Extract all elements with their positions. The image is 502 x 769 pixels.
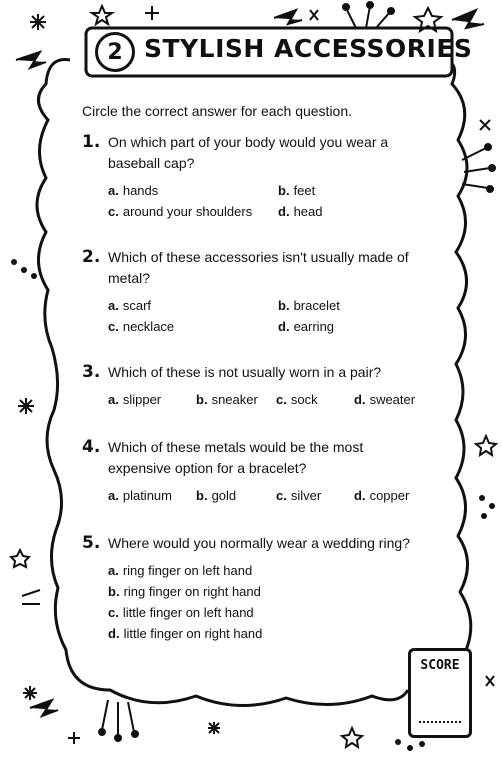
- score-label: SCORE: [420, 658, 460, 673]
- answer-options: [108, 182, 422, 221]
- lightning-icon: [274, 10, 302, 24]
- question-text: Where would you normally wear a wedding ring?: [108, 535, 410, 551]
- answer-option-b[interactable]: b. feet: [278, 183, 316, 198]
- star-icon: [476, 436, 496, 455]
- answer-options: [108, 562, 422, 643]
- spark-icon: [310, 10, 318, 20]
- answer-options: [108, 391, 422, 409]
- antenna-lines: [343, 2, 394, 28]
- answer-option-b[interactable]: b. bracelet: [278, 298, 340, 313]
- spark-icon: [68, 732, 80, 744]
- spark-icon: [486, 676, 494, 686]
- star-icon: [11, 550, 29, 567]
- lightning-icon: [16, 52, 46, 68]
- title-banner: [86, 27, 473, 77]
- answer-option-d[interactable]: d. sweater: [354, 392, 416, 407]
- answer-option-d[interactable]: d. little finger on right hand: [108, 626, 263, 641]
- antenna-lines: [99, 700, 138, 741]
- answer-option-a[interactable]: a. hands: [108, 183, 159, 198]
- answer-options: [108, 297, 422, 336]
- lightning-icon: [452, 10, 484, 28]
- answer-option-a[interactable]: a. platinum: [108, 488, 172, 503]
- answer-option-c[interactable]: c. silver: [276, 488, 322, 503]
- lightning-icon: [30, 700, 58, 716]
- answer-option-c[interactable]: c. sock: [276, 392, 318, 407]
- spark-icon: [18, 398, 34, 414]
- question-2: [82, 247, 422, 336]
- question-5: [82, 533, 422, 643]
- answer-option-d[interactable]: d. copper: [354, 488, 410, 503]
- answer-option-d[interactable]: d. head: [278, 204, 323, 219]
- worksheet-number: 2: [95, 32, 135, 72]
- answer-option-a[interactable]: a. scarf: [108, 298, 152, 313]
- star-icon: [342, 728, 362, 747]
- question-text: Which of these accessories isn't usually made of metal?: [108, 249, 409, 286]
- answer-option-c[interactable]: c. around your shoulders: [108, 204, 253, 219]
- answer-options: [108, 487, 422, 505]
- question-text: On which part of your body would you wear a baseball cap?: [108, 134, 389, 171]
- instructions: Circle the correct answer for each question.: [82, 103, 353, 119]
- question-number: 5.: [82, 533, 101, 553]
- spark-icon: [208, 722, 220, 734]
- spark-icon: [145, 6, 159, 20]
- spark-icon: [23, 686, 37, 700]
- star-icon: [92, 6, 112, 24]
- answer-option-c[interactable]: c. necklace: [108, 319, 175, 334]
- question-3: [82, 362, 422, 409]
- answer-option-d[interactable]: d. earring: [278, 319, 335, 334]
- score-box[interactable]: [408, 648, 472, 738]
- question-number: 4.: [82, 437, 101, 457]
- answer-option-c[interactable]: c. little finger on left hand: [108, 605, 254, 620]
- question-4: [82, 437, 422, 505]
- question-number: 3.: [82, 362, 101, 382]
- question-number: 2.: [82, 247, 101, 267]
- question-text: Which of these is not usually worn in a pair?: [108, 364, 382, 380]
- answer-option-a[interactable]: a. slipper: [108, 392, 162, 407]
- answer-option-b[interactable]: b. gold: [196, 488, 237, 503]
- page-title: STYLISH ACCESSORIES: [144, 34, 473, 63]
- answer-option-a[interactable]: a. ring finger on left hand: [108, 563, 253, 578]
- spark-icon: [30, 14, 46, 30]
- question-1: [82, 132, 422, 221]
- question-text: Which of these metals would be the most expensive option for a bracelet?: [108, 439, 364, 476]
- score-write-line[interactable]: [419, 721, 461, 723]
- answer-option-b[interactable]: b. ring finger on right hand: [108, 584, 261, 599]
- tick-lines: [22, 590, 40, 604]
- question-number: 1.: [82, 132, 101, 152]
- spark-icon: [480, 120, 490, 130]
- answer-option-b[interactable]: b. sneaker: [196, 392, 258, 407]
